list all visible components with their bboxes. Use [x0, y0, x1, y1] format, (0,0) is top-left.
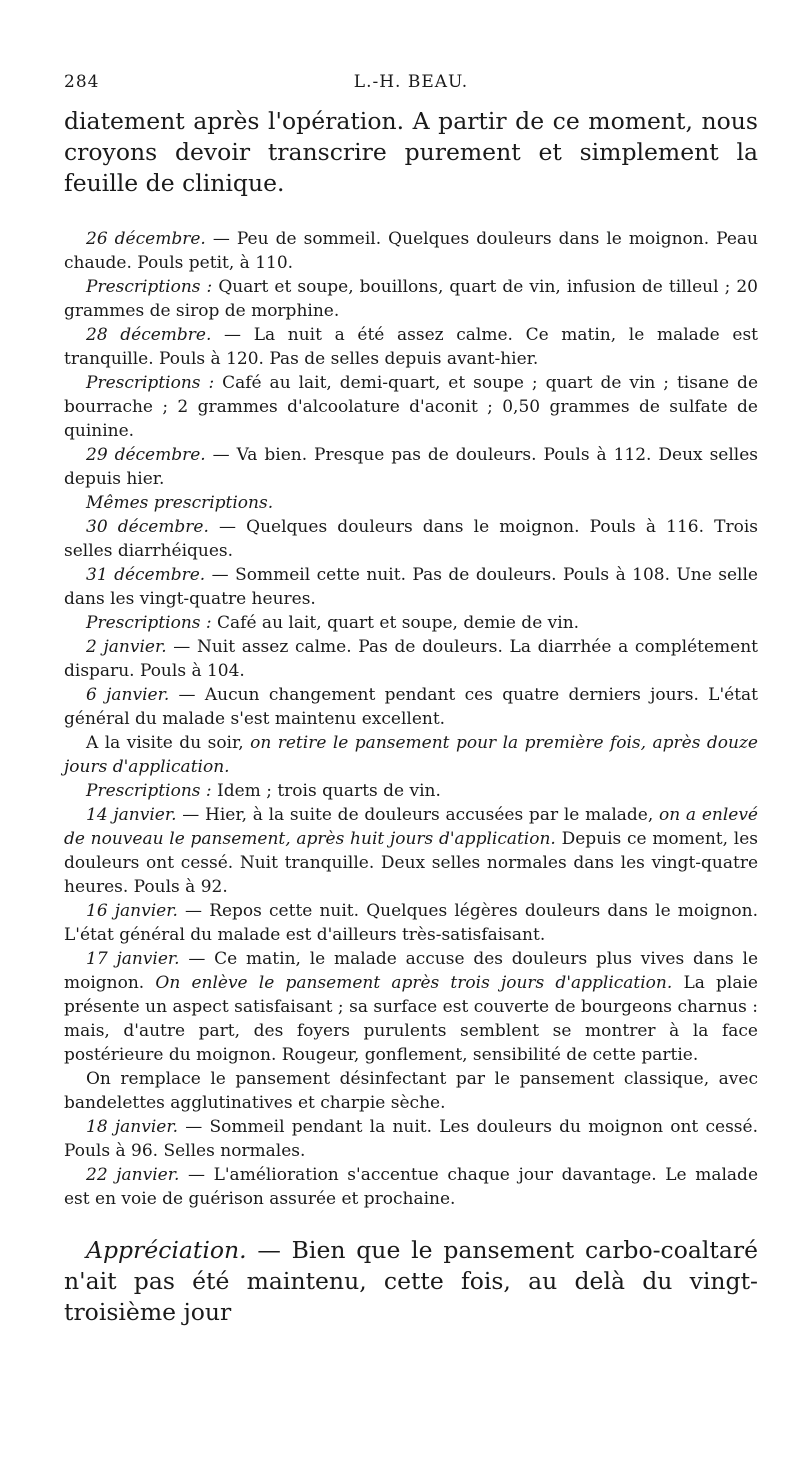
closing-text: — Bien que le pansement carbo-coaltaré n'ait pas été maintenu, cette fois, au delà du vingt-troisième jour — [64, 1236, 758, 1326]
entry-label: Prescriptions : — [86, 277, 213, 297]
entry-label: Prescriptions : — [86, 781, 212, 801]
entry-label: 2 janvier. — [86, 637, 167, 657]
log-entry — [64, 1163, 758, 1211]
entry-text: — Sommeil pendant la nuit. Les douleurs du moignon ont cessé. Pouls à 96. Selles normales. — [64, 1117, 758, 1161]
running-header — [64, 72, 758, 100]
entry-text: — Quelques douleurs dans le moignon. Pouls à 116. Trois selles diarrhéiques. — [64, 517, 758, 561]
page-number: 284 — [64, 72, 100, 92]
log-entry — [64, 227, 758, 275]
entry-emphasis: on a enlevé de nouveau le pansement, après huit jours d'application. — [64, 805, 758, 849]
entry-text: On remplace le pansement désinfectant par le pansement classique, avec bandelettes agglutinatives et charpie sèche. — [64, 1069, 758, 1113]
log-entry — [64, 635, 758, 683]
entry-label: Prescriptions : — [86, 613, 212, 633]
entry-text-tail: La plaie présente un aspect satisfaisant ; sa surface est couverte de bourgeons charnus : mais, d'autre part, des foyers purulents semblent se montrer à la face postérieure du moignon. Rougeur, gonflement, sensibilité de cette partie. — [64, 973, 758, 1065]
entry-text: — Ce matin, le malade accuse des douleurs plus vives dans le moignon. — [64, 949, 759, 993]
entry-label: Prescriptions : — [86, 373, 215, 393]
entry-text: — Repos cette nuit. Quelques légères douleurs dans le moignon. L'état général du malade est d'ailleurs très-satisfaisant. — [64, 901, 759, 945]
log-entry — [64, 323, 758, 371]
entry-text: — Va bien. Presque pas de douleurs. Pouls à 112. Deux selles depuis hier. — [64, 445, 759, 489]
log-entry — [64, 611, 758, 635]
entry-text-tail: Depuis ce moment, les douleurs ont cessé. Nuit tranquille. Deux selles normales dans les vingt-quatre heures. Pouls à 92. — [64, 829, 758, 897]
entry-text: — Aucun changement pendant ces quatre derniers jours. L'état général du malade s'est maintenu excellent. — [64, 685, 758, 729]
running-author: L.-H. BEAU. — [353, 72, 469, 92]
entry-emphasis: On enlève le pansement après trois jours d'application. — [155, 973, 673, 993]
entry-label: 28 décembre. — [86, 325, 212, 345]
entry-text: — Sommeil cette nuit. Pas de douleurs. Pouls à 108. Une selle dans les vingt-quatre heures. — [64, 565, 758, 609]
log-entry — [64, 371, 758, 443]
lead-paragraph: diatement après l'opération. A partir de ce moment, nous croyons devoir transcrire purement et simplement la feuille de clinique. — [64, 107, 758, 197]
entry-label: 30 décembre. — [86, 517, 209, 537]
entry-label: 31 décembre. — [86, 565, 206, 585]
clinical-log — [64, 227, 758, 1211]
entry-text: Café au lait, demi-quart, et soupe ; quart de vin ; tisane de bourrache ; 2 grammes d'alcoolature d'aconit ; 0,50 grammes de sulfate de quinine. — [64, 373, 759, 441]
log-entry — [64, 563, 758, 611]
entry-label: Mêmes prescriptions. — [86, 493, 274, 513]
entry-text: — Peu de sommeil. Quelques douleurs dans le moignon. Peau chaude. Pouls petit, à 110. — [64, 229, 758, 273]
log-entry — [64, 899, 758, 947]
log-entry — [64, 803, 758, 899]
log-entry — [64, 1067, 758, 1115]
log-entry — [64, 443, 758, 491]
entry-text: Idem ; trois quarts de vin. — [211, 781, 441, 801]
entry-label: 18 janvier. — [86, 1117, 178, 1137]
log-entry — [64, 947, 758, 1067]
entry-label: 29 décembre. — [86, 445, 206, 465]
entry-text: A la visite du soir, — [86, 733, 251, 753]
entry-label: 22 janvier. — [86, 1165, 180, 1185]
entry-text: Quart et soupe, bouillons, quart de vin, infusion de tilleul ; 20 grammes de sirop de morphine. — [64, 277, 758, 321]
entry-label: 17 janvier. — [86, 949, 180, 969]
entry-text: — L'amélioration s'accentue chaque jour davantage. Le malade est en voie de guérison assurée et prochaine. — [64, 1165, 759, 1209]
log-entry — [64, 731, 758, 779]
entry-label: 26 décembre. — [86, 229, 206, 249]
log-entry — [64, 491, 758, 515]
entry-text: Café au lait, quart et soupe, demie de vin. — [211, 613, 580, 633]
entry-text: — Hier, à la suite de douleurs accusées par le malade, — [176, 805, 659, 825]
log-entry — [64, 779, 758, 803]
log-entry — [64, 683, 758, 731]
document-page — [64, 72, 758, 1328]
entry-label: 14 janvier. — [86, 805, 177, 825]
entry-text: — Nuit assez calme. Pas de douleurs. La diarrhée a complétement disparu. Pouls à 104. — [64, 637, 758, 681]
log-entry — [64, 275, 758, 323]
entry-label: 6 janvier. — [86, 685, 170, 705]
entry-emphasis: on retire le pansement pour la première fois, après douze jours d'application. — [64, 733, 758, 777]
entry-text: — La nuit a été assez calme. Ce matin, le malade est tranquille. Pouls à 120. Pas de selles depuis avant-hier. — [64, 325, 758, 369]
closing-paragraph — [64, 1235, 758, 1328]
log-entry — [64, 1115, 758, 1163]
log-entry — [64, 515, 758, 563]
closing-label: Appréciation. — [86, 1236, 247, 1264]
entry-label: 16 janvier. — [86, 901, 178, 921]
